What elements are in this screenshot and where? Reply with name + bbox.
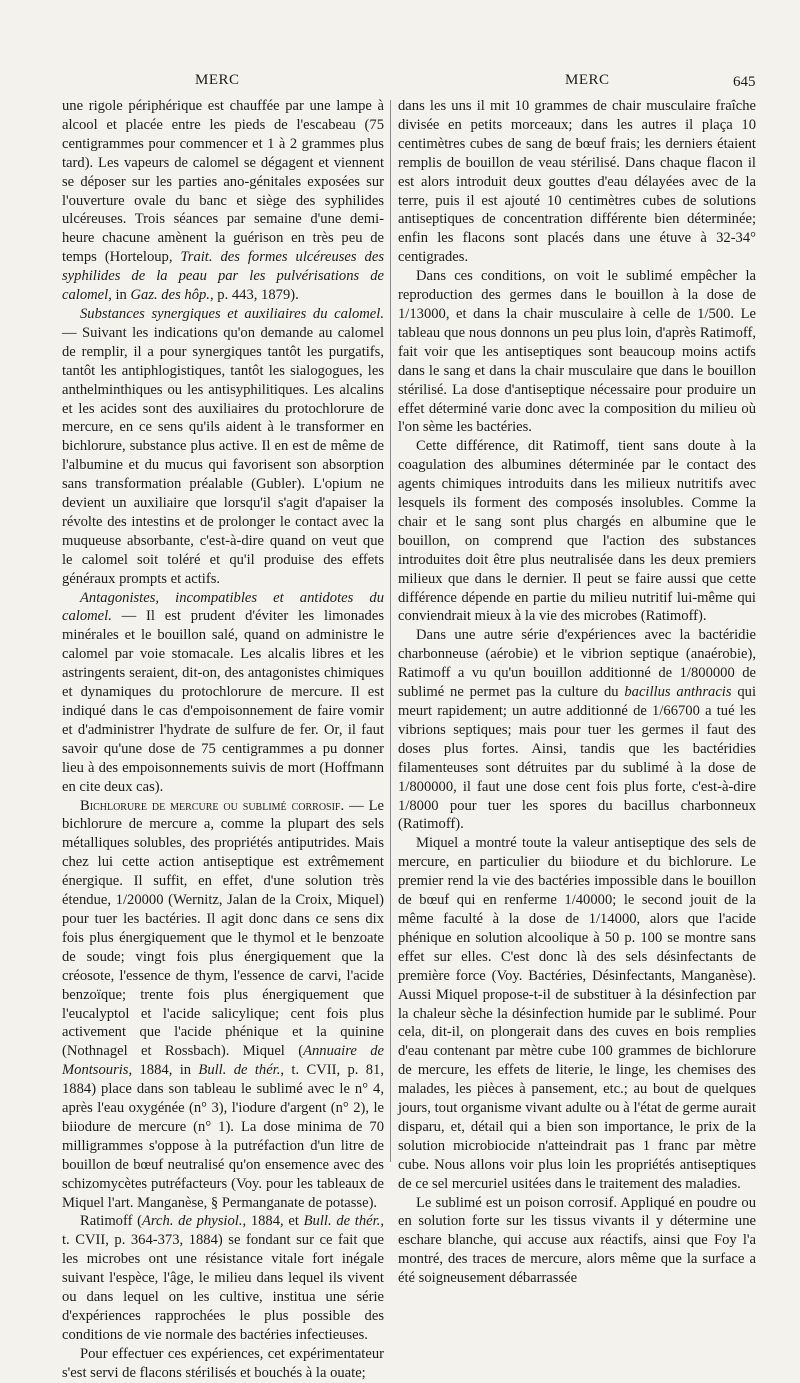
left-column bbox=[62, 97, 384, 1383]
paragraph: Bichlorure de mercure ou sublimé corrosif. — Le bichlorure de mercure a, comme la plupart des sels métalliques solubles, des propriétés antiputrides. Mais chez lui cette action antiseptique est extrêmement énergique. Il suffit, en effet, d'une solution très étendue, 1/20000 (Wernitz, Jalan de la Croix, Miquel) pour tuer les bactéries. Il agit donc dans ce sens dix fois plus énergiquement que le thymol et le benzoate de soude; vingt fois plus énergiquement que la créosote, l'essence de thym, l'essence de carvi, l'acide benzoïque; trente fois plus énergiquement que l'eucalyptol et l'acide salicylique; cent fois plus activement que l'acide phénique et la quinine (Nothnagel et Rossbach). Miquel (Annuaire de Montsouris, 1884, in Bull. de thér., t. CVII, p. 81, 1884) place dans son tableau le sublimé avec le n° 4, après l'eau oxygénée (n° 3), l'iodure d'argent (n° 2), le biiodure de mercure (n° 1). La dose minima de 70 milligrammes s'oppose à la putréfaction d'un litre de bouillon de bœuf neutralisé qu'on ensemence avec des schizomycètes putréfacteurs (Voy. pour les tableaux de Miquel l'art. Manganèse, § Permanganate de potasse). bbox=[62, 797, 384, 1211]
paragraph: Miquel a montré toute la valeur antiseptique des sels de mercure, en particulier du biiodure et du bichlorure. Le premier rend la vie des bactéries impossible dans le bouillon de bœuf qui en renferme 1/40000; le second jouit de la même faculté à la dose de 1/14000, alors que l'acide phénique en solution alcoolique à 50 p. 100 se montre sans effet sur elles. C'est donc là des sels désinfectants de première force (Voy. Bactéries, Désinfectants, Manganèse). Aussi Miquel propose-t-il de substituer à la désinfection par la chaleur sèche la désinfection humide par le sublimé. Pour cela, dit-il, on plongerait dans des cuves en bois remplies d'eau contenant par mètre cube 100 grammes de bichlorure de mercure, les effets de literie, le linge, les chemises des malades, les pièces à pansement, etc.; au bout de quelques jours, tout organisme vivant adulte ou à l'état de germe aurait disparu, et, détail qui a bien son importance, le prix de la solution microbiocide n'atteindrait pas 1 franc par mètre cube. Nous allons voir plus loin les propriétés antiseptiques de ce sel mercuriel usitées dans le traitement des maladies. bbox=[398, 835, 756, 1192]
column-divider bbox=[390, 100, 391, 1162]
section-heading: Antagonistes, incompatibles et antidotes du calomel. bbox=[62, 589, 384, 625]
paragraph: dans les uns il mit 10 grammes de chair musculaire fraîche divisée en petits morceaux; dans les autres il plaça 10 centimètres cubes de sang de bœuf frais; les derniers étaient remplis de bouillon de veau stérilisé. Dans chaque flacon il est alors introduit deux gouttes d'eau délayées avec de la terre, puis il est ajouté 10 centimètres cubes de solutions antiseptiques de concentration différente bien déterminée; enfin les flacons sont placés dans une étuve à 32-34° centigrades. bbox=[398, 98, 756, 266]
running-head-left: MERC bbox=[195, 72, 240, 88]
paragraph: Substances synergiques et auxiliaires du calomel. — Suivant les indications qu'on demande au calomel de remplir, il a pour synergiques tantôt les purgatifs, tantôt les antiphlogistiques, tantôt les sialogogues, les anthelminthiques ou les antisyphilitiques. Les alcalins et les acides sont des auxiliaires du protochlorure de mercure, en ce sens qu'ils aident à le transformer en bichlorure, substance plus active. Il en est de même de l'albumine et du mucus qui favorisent son absorption sans transformation préalable (Gubler). L'opium ne devient un auxiliaire que lorsqu'il s'agit d'apaiser la révolte des intestins et de prolonger le contact avec la muqueuse absorbante, c'est-à-dire quand on veut que le calomel soit toléré et qu'il produise des effets généraux prompts et actifs. bbox=[62, 305, 384, 587]
section-heading: Bichlorure de mercure ou sublimé corrosif. bbox=[80, 797, 345, 814]
paragraph: Cette différence, dit Ratimoff, tient sans doute à la coagulation des albumines déterminée par le contact des agents chimiques introduits dans les milieux nutritifs avec lesquels ils forment des composés insolubles. Comme la chair et le sang sont plus chargés en albumine que le bouillon, on comprend que l'action des substances introduites doit être plus neutralisée dans les deux premiers milieux que dans le dernier. Il peut se faire aussi que cette différence dépende en partie du milieu nutritif lui-même qui conviendrait mieux à la vie des microbes (Ratimoff). bbox=[398, 438, 756, 625]
paragraph: Antagonistes, incompatibles et antidotes du calomel. — Il est prudent d'éviter les limonades minérales et le bouillon salé, quand on administre le calomel par voie stomacale. Les alcalis libres et les astringents seraient, dit-on, des antagonistes chimiques et dynamiques du protochlorure de mercure. Il est indiqué dans le cas d'empoisonnement de faire vomir et d'administrer l'hydrate de sulfure de fer. Or, il faut savoir qu'une dose de 75 centigrammes a pu donner lieu à des empoisonnements suivis de mort (Hoffmann en cite deux cas). bbox=[62, 589, 384, 795]
paragraph: Pour effectuer ces expériences, cet expérimentateur s'est servi de flacons stérilisés et bouchés à la ouate; bbox=[62, 1345, 384, 1381]
page-number: 645 bbox=[733, 74, 756, 90]
paragraph: Dans ces conditions, on voit le sublimé empêcher la reproduction des germes dans le bouillon à la dose de 1/13000, et dans la chair musculaire à celle de 1/500. Le tableau que nous donnons un peu plus loin, d'après Ratimoff, fait voir que les antiseptiques sont beaucoup moins actifs dans le sang et dans la chair musculaire que dans le bouillon stérilisé. La dose d'antiseptique nécessaire pour produire un effet déterminé varie donc avec la composition du milieu où l'on sème les bactéries. bbox=[398, 268, 756, 436]
paragraph: Dans une autre série d'expériences avec la bactéridie charbonneuse (aérobie) et le vibrion septique (anaérobie), Ratimoff a vu qu'un bouillon additionné de 1/800000 de sublimé ne permet pas la culture du bacillus anthracis qui meurt rapidement; un autre additionné de 1/66700 a tué les vibrions septiques; mais pour tuer les germes il faut des doses plus fortes. Ainsi, tandis que les bactéridies filamenteuses sont détruites par du sublimé à la dose de 1/800000, il faut une dose cent fois plus forte, c'est-à-dire 1/8000 pour tuer les spores du bacillus charbonneux (Ratimoff). bbox=[398, 627, 757, 833]
paragraph: une rigole périphérique est chauffée par une lampe à alcool et placée entre les pieds de l'escabeau (75 centigrammes pour commencer et 1 à 2 grammes plus tard). Les vapeurs de calomel se dégagent et viennent se déposer sur les parties ano-génitales exposées sur l'ouverture ovale du banc et siège des syphilides ulcéreuses. Trois séances par semaine d'une demi-heure chacune amènent la guérison en très peu de temps (Horteloup, Trait. des formes ulcéreuses des syphilides de la peau par les pulvérisations de calomel, in Gaz. des hôp., p. 443, 1879). bbox=[62, 98, 384, 304]
paragraph: Le sublimé est un poison corrosif. Appliqué en poudre ou en solution forte sur les tissus vivants il y détermine une eschare blanche, qui accuse aux réactifs, ainsi que Foy l'a montré, des traces de mercure, alors même que la surface a été soigneusement débarrassée bbox=[398, 1194, 756, 1287]
running-head-right: MERC bbox=[565, 72, 610, 88]
right-column bbox=[398, 97, 756, 1288]
section-heading: Substances synergiques et auxiliaires du calomel. bbox=[80, 305, 384, 322]
paragraph: Ratimoff (Arch. de physiol., 1884, et Bull. de thér., t. CVII, p. 364-373, 1884) se fondant sur ce fait que les microbes ont une résistance vitale fort inégale suivant l'espèce, l'âge, le milieu dans lequel ils vivent ou dans lequel on les cultive, institua une série d'expériences rapprochées le plus possible des conditions de vie normale des bactéries infectieuses. bbox=[62, 1213, 384, 1343]
